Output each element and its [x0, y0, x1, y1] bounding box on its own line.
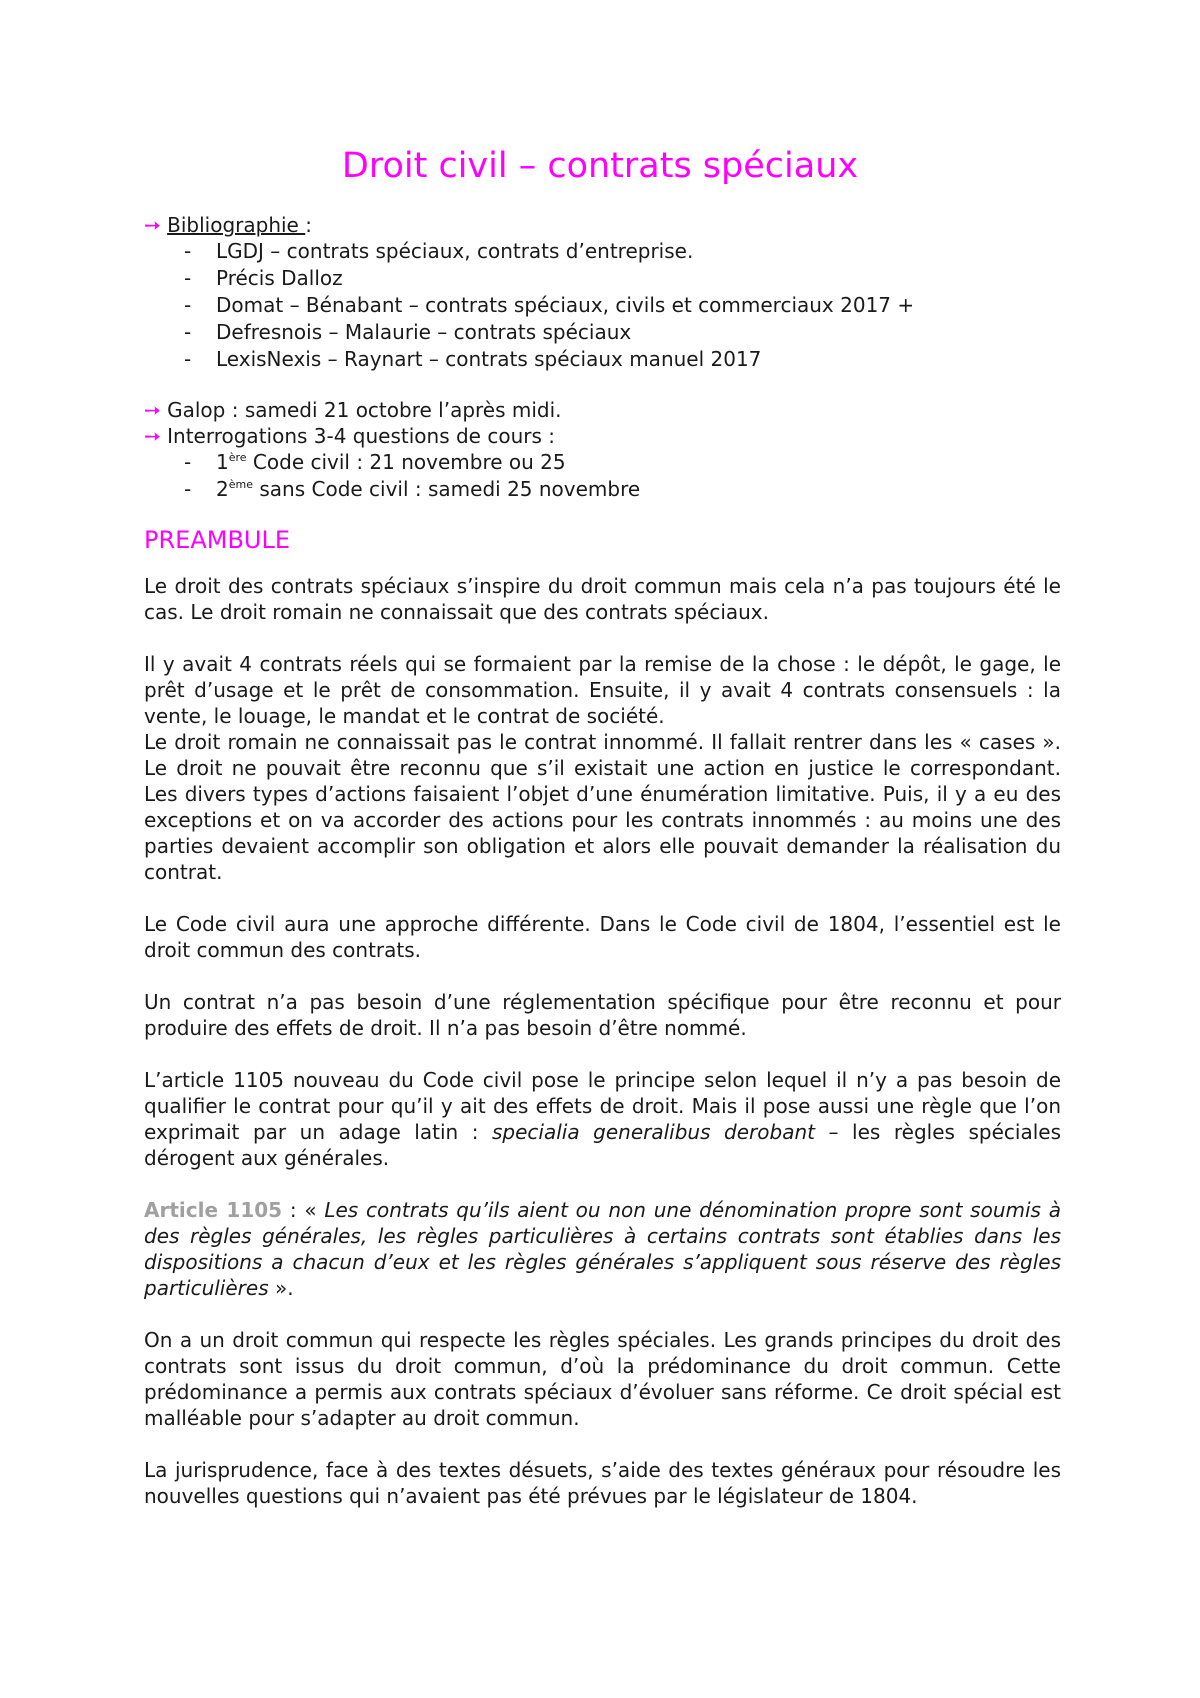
- interrogations-list: [144, 449, 1061, 503]
- bibliography-list: [144, 238, 1061, 373]
- document-title: Droit civil – contrats spéciaux: [341, 146, 859, 186]
- interrogation-num: 2: [216, 477, 229, 501]
- bibliography-colon: :: [305, 213, 312, 237]
- paragraph-6: On a un droit commun qui respecte les règles spéciales. Les grands principes du droit des contrats sont issus du droit commun, d’où la prédominance du droit commun. Cette prédominance a permis aux contrats spéciaux d’évoluer sans réforme. Ce droit spécial est malléable pour s’adapter au droit commun.: [144, 1328, 1061, 1430]
- bibliography-item: LexisNexis – Raynart – contrats spéciaux manuel 2017: [216, 347, 762, 371]
- interrogations-text: Interrogations 3-4 questions de cours :: [167, 424, 555, 448]
- spacer: [144, 373, 1061, 397]
- dash-icon: -: [184, 477, 192, 501]
- dash-icon: -: [184, 450, 192, 474]
- paragraph-7: La jurisprudence, face à des textes désuets, s’aide des textes généraux pour résoudre les nouvelles questions qui n’avaient pas été prévues par le législateur de 1804.: [144, 1458, 1061, 1508]
- paragraph-5-end: – les règles spéciales dérogent aux générales.: [144, 1120, 1061, 1170]
- section-heading-preambule: PREAMBULE: [144, 526, 291, 554]
- paragraph-5: [144, 1067, 1061, 1171]
- arrow-icon: ➙: [144, 398, 161, 422]
- interrogation-ordinal: ème: [228, 478, 253, 491]
- dash-icon: -: [184, 239, 192, 263]
- paragraph-4: Un contrat n’a pas besoin d’une réglementation spécifique pour être reconnu et pour produire des effets de droit. Il n’a pas besoin d’être nommé.: [144, 990, 1061, 1040]
- list-item: [144, 319, 1061, 346]
- paragraph-5-start: L’article 1105 nouveau du Code civil pose le principe selon lequel il n’y a pas besoin de qualifier le contrat pour qu’il y ait des effets de droit. Mais il pose aussi une règle que l’on exprimait par un adage latin :: [144, 1068, 1061, 1144]
- paragraph-2a: Il y avait 4 contrats réels qui se formaient par la remise de la chose : le dépôt, le gage, le prêt d’usage et le prêt de consommation. Ensuite, il y avait 4 contrats consensuels : la vente, le louage, le mandat et le contrat de société.: [144, 652, 1061, 728]
- interrogation-text: Code civil : 21 novembre ou 25: [246, 450, 566, 474]
- bibliography-heading: [144, 212, 1061, 238]
- article-quote: Les contrats qu’ils aient ou non une dénomination propre sont soumis à des règles générales, les règles particulières à certains contrats sont établies dans les dispositions a chacun d’eux et les règles générales s’appliquent sous réserve des règles particulières: [144, 1198, 1061, 1300]
- list-item: [144, 346, 1061, 373]
- dash-icon: -: [184, 293, 192, 317]
- list-item: [144, 476, 1061, 503]
- list-item: [144, 265, 1061, 292]
- bibliography-item: Précis Dalloz: [216, 266, 343, 290]
- dash-icon: -: [184, 347, 192, 371]
- article-reference: Article 1105: [144, 1198, 283, 1222]
- latin-adage: specialia generalibus derobant: [492, 1120, 815, 1144]
- bibliography-item: Domat – Bénabant – contrats spéciaux, civils et commerciaux 2017 +: [216, 293, 915, 317]
- list-item: [144, 449, 1061, 476]
- article-close: ».: [268, 1276, 294, 1300]
- galop-text: Galop : samedi 21 octobre l’après midi.: [167, 398, 562, 422]
- dash-icon: -: [184, 320, 192, 344]
- list-item: [144, 292, 1061, 319]
- interrogation-ordinal: ère: [228, 451, 247, 464]
- document-content: [144, 212, 1061, 1535]
- paragraph-3: Le Code civil aura une approche différente. Dans le Code civil de 1804, l’essentiel est le droit commun des contrats.: [144, 912, 1061, 962]
- galop-line: [144, 397, 1061, 423]
- paragraph-1: Le droit des contrats spéciaux s’inspire du droit commun mais cela n’a pas toujours été le cas. Le droit romain ne connaissait que des contrats spéciaux.: [144, 574, 1061, 624]
- bibliography-label: Bibliographie: [167, 213, 306, 237]
- bibliography-item: LGDJ – contrats spéciaux, contrats d’entreprise.: [216, 239, 694, 263]
- arrow-icon: ➙: [144, 424, 161, 448]
- paragraph-2b: Le droit romain ne connaissait pas le contrat innommé. Il fallait rentrer dans les « cases ». Le droit ne pouvait être reconnu que s’il existait une action en justice le correspondant. Les divers types d’actions faisaient l’objet d’une énumération limitative. Puis, il y a eu des exceptions et on va accorder des actions pour les contrats innommés : au moins une des parties devaient accomplir son obligation et alors elle pouvait demander la réalisation du contrat.: [144, 730, 1061, 884]
- interrogations-line: [144, 423, 1061, 449]
- interrogation-text: sans Code civil : samedi 25 novembre: [253, 477, 641, 501]
- list-item: [144, 238, 1061, 265]
- article-quote-paragraph: [144, 1197, 1061, 1301]
- dash-icon: -: [184, 266, 192, 290]
- article-open: : «: [282, 1198, 325, 1222]
- interrogation-num: 1: [216, 450, 229, 474]
- bibliography-item: Defresnois – Malaurie – contrats spéciaux: [216, 320, 632, 344]
- arrow-icon: ➙: [144, 213, 161, 237]
